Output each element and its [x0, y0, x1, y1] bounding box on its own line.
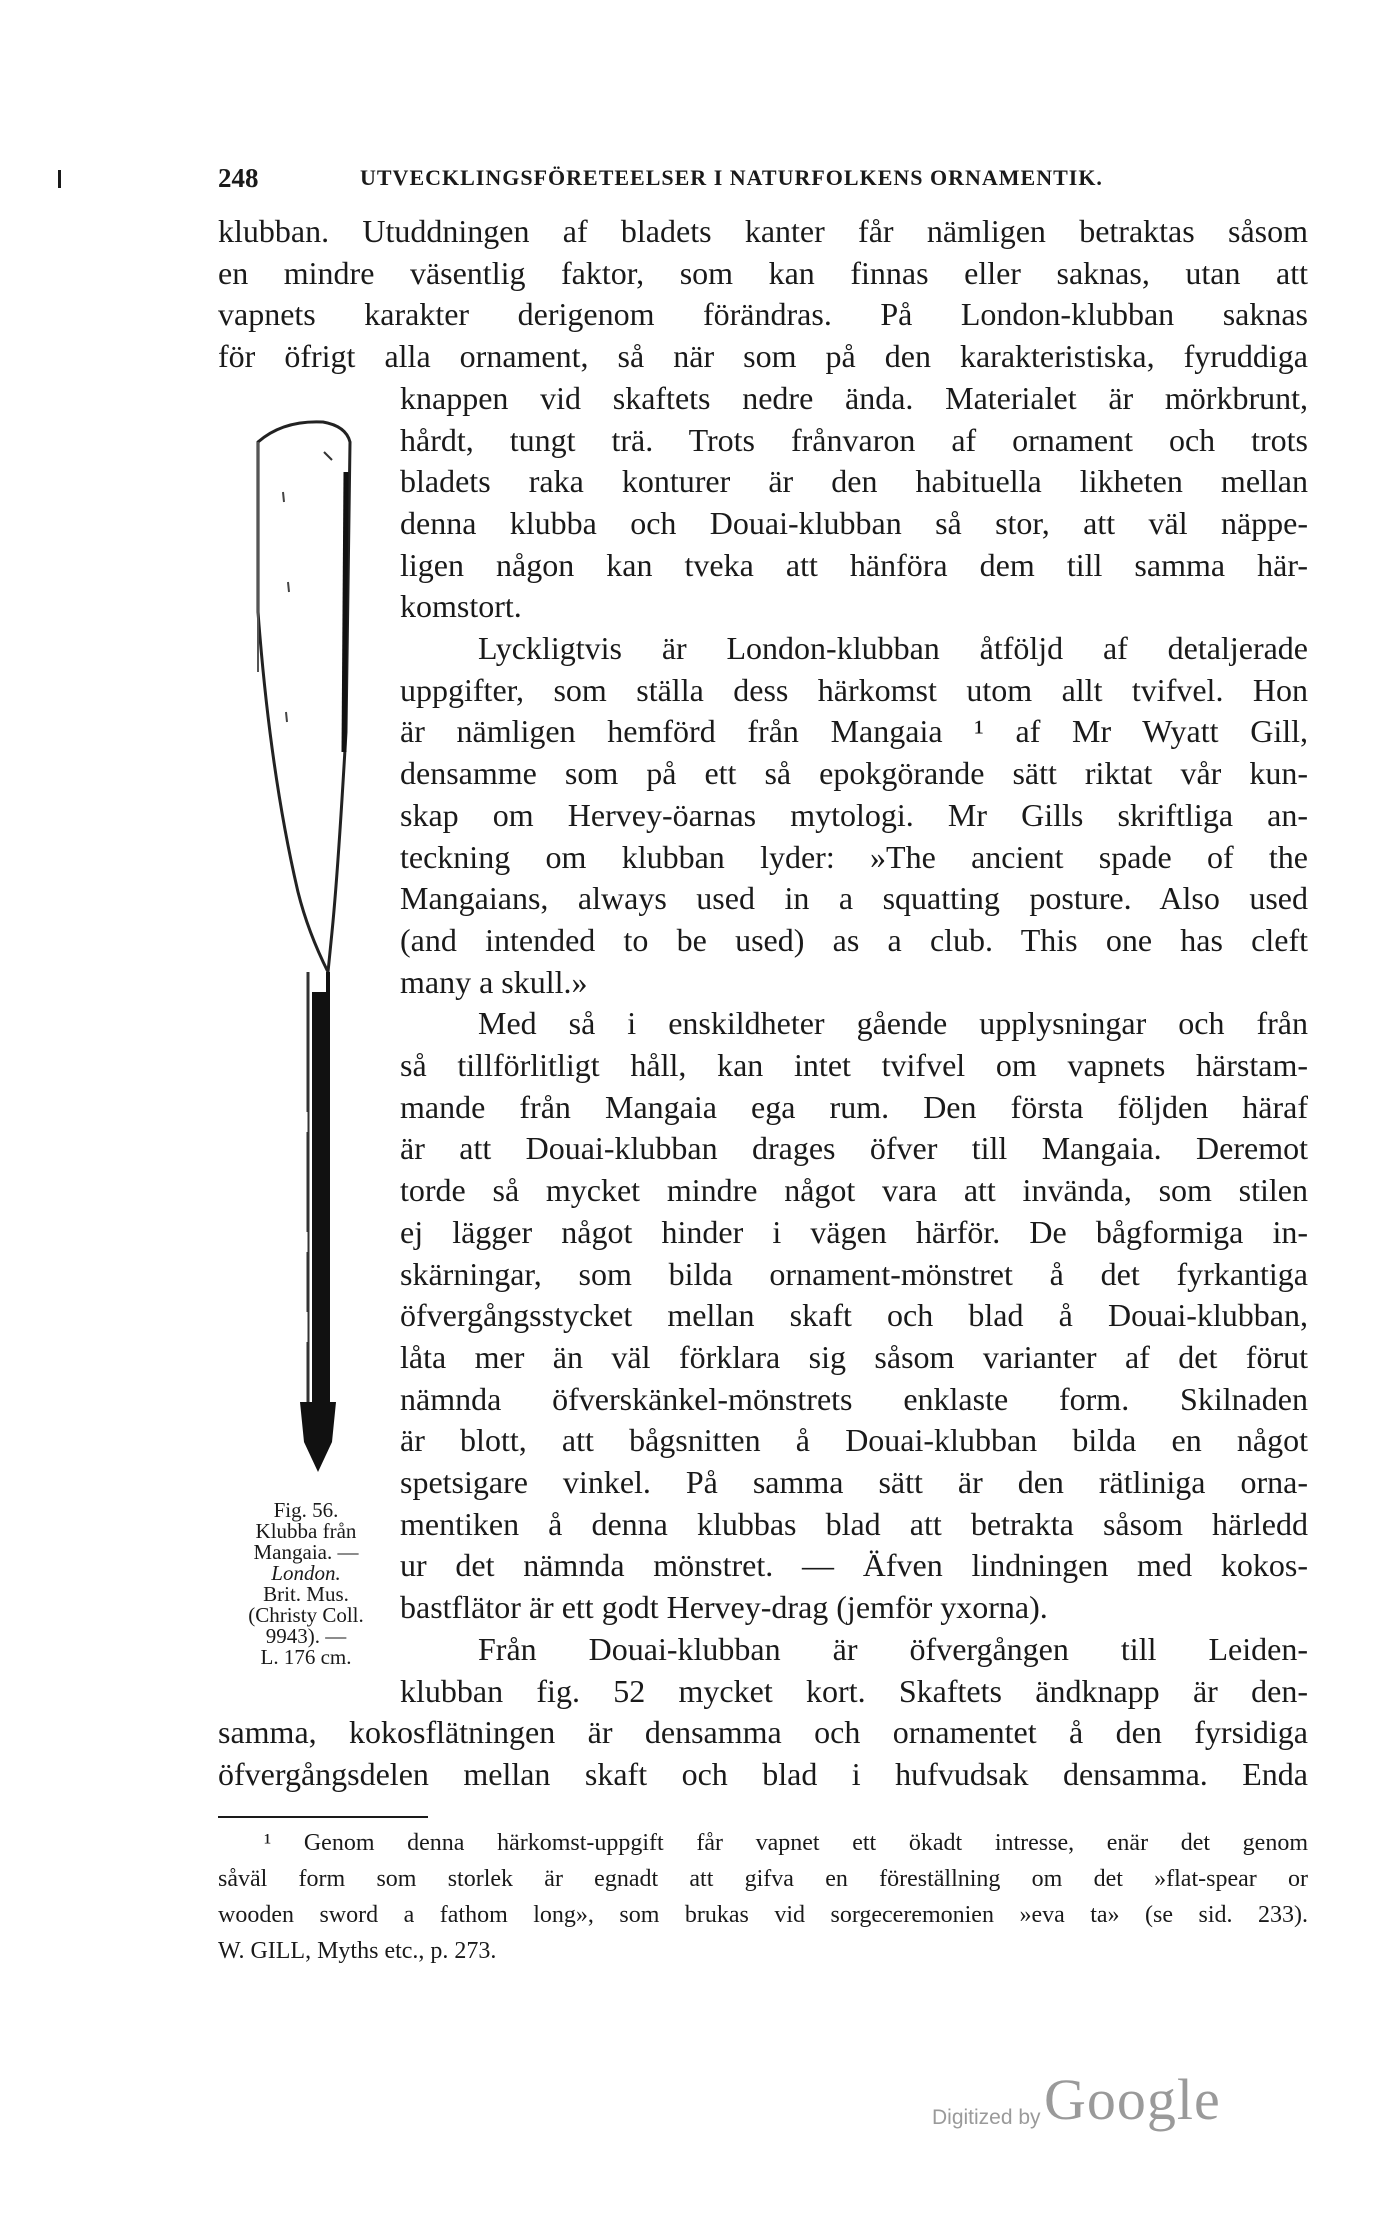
text-line: denna klubba och Douai-klubban så stor, att väl näppe- — [400, 505, 1308, 541]
text-line: så tillförlitligt håll, kan intet tvifvel om vapnets härstam- — [400, 1047, 1308, 1083]
digitized-watermark — [932, 2066, 1222, 2136]
text-line: Mangaians, always used in a squatting posture. Also used — [400, 880, 1308, 916]
text-line: är blott, att bågsnitten å Douai-klubban bilda en något — [400, 1422, 1308, 1458]
text-line: ligen någon kan tveka att hänföra dem till samma här- — [400, 547, 1308, 583]
text-line: bladets raka konturer är den habituella likheten mellan — [400, 463, 1308, 499]
text-line: klubban fig. 52 mycket kort. Skaftets ändknapp är den- — [400, 1673, 1308, 1709]
figure-caption — [236, 1500, 376, 1668]
text-line: nämnda öfverskänkel-mönstrets enklaste form. Skilnaden — [400, 1381, 1308, 1417]
figure-club-illustration — [228, 412, 388, 1492]
caption-line: L. 176 cm. — [260, 1645, 352, 1669]
text-line: skärningar, som bilda ornament-mönstret å det fyrkantiga — [400, 1256, 1308, 1292]
page-number: 248 — [218, 163, 259, 193]
text-line: (and intended to be used) as a club. This one has cleft — [400, 922, 1308, 958]
text-line: mande från Mangaia ega rum. Den första följden häraf — [400, 1089, 1308, 1125]
text-line: klubban. Utuddningen af bladets kanter får nämligen betraktas såsom — [218, 213, 1308, 249]
margin-mark — [58, 170, 61, 188]
text-line: ur det nämnda mönstret. — Äfven lindningen med kokos- — [400, 1547, 1308, 1583]
footnote-line: wooden sword a fathom long», som brukas vid sorgeceremonien »eva ta» (se sid. 233). — [218, 1902, 1308, 1928]
text-line: öfvergångsdelen mellan skaft och blad i hufvudsak densamma. Enda — [218, 1756, 1308, 1792]
text-line: torde så mycket mindre något vara att invända, som stilen — [400, 1172, 1308, 1208]
text-line: Med så i enskildheter gående upplysningar och från — [478, 1005, 1308, 1041]
text-line: låta mer än väl förklara sig såsom varianter af det förut — [400, 1339, 1308, 1375]
club-drawing — [228, 412, 388, 1492]
caption-line: London. — [271, 1561, 341, 1585]
text-line: densamme som på ett så epokgörande sätt riktat vår kun- — [400, 755, 1308, 791]
text-line: ej lägger något hinder i vägen härför. De bågformiga in- — [400, 1214, 1308, 1250]
google-logo-text: Google — [1044, 2067, 1221, 2132]
page-header — [218, 158, 1308, 198]
text-line: öfvergångsstycket mellan skaft och blad å Douai-klubban, — [400, 1297, 1308, 1333]
text-line: Från Douai-klubban är öfvergången till Leiden- — [478, 1631, 1308, 1667]
text-line: spetsigare vinkel. På samma sätt är den rätliniga orna- — [400, 1464, 1308, 1500]
caption-line: (Christy Coll. — [248, 1603, 364, 1627]
footnote-line: W. GILL, Myths etc., p. 273. — [218, 1938, 497, 1964]
text-line: skap om Hervey-öarnas mytologi. Mr Gills skriftliga an- — [400, 797, 1308, 833]
text-line: en mindre väsentlig faktor, som kan finnas eller saknas, utan att — [218, 255, 1308, 291]
text-line: för öfrigt alla ornament, så när som på den karakteristiska, fyruddiga — [218, 338, 1308, 374]
caption-line: Klubba från — [255, 1519, 357, 1543]
text-line: samma, kokosflätningen är densamma och ornamentet å den fyrsidiga — [218, 1714, 1308, 1750]
text-line: vapnets karakter derigenom förändras. På London-klubban saknas — [218, 296, 1308, 332]
text-line: är att Douai-klubban drages öfver till Mangaia. Deremot — [400, 1130, 1308, 1166]
text-line: bastflätor är ett godt Hervey-drag (jemför yxorna). — [400, 1589, 1048, 1625]
caption-line: Fig. 56. — [273, 1498, 339, 1522]
text-line: hårdt, tungt trä. Trots frånvaron af ornament och trots — [400, 422, 1308, 458]
text-line: är nämligen hemförd från Mangaia ¹ af Mr Wyatt Gill, — [400, 713, 1308, 749]
text-line: uppgifter, som ställa dess härkomst utom allt tvifvel. Hon — [400, 672, 1308, 708]
text-line: many a skull.» — [400, 964, 588, 1000]
watermark-prefix: Digitized by — [932, 2106, 1041, 2129]
text-line: komstort. — [400, 588, 522, 624]
footnote-line: ¹ Genom denna härkomst-uppgift får vapnet ett ökadt intresse, enär det genom — [264, 1830, 1308, 1856]
footnote-line: såväl form som storlek är egnadt att gifva en föreställning om det »flat-spear or — [218, 1866, 1308, 1892]
text-line: mentiken å denna klubbas blad att betrakta såsom härledd — [400, 1506, 1308, 1542]
text-line: Lyckligtvis är London-klubban åtföljd af detaljerade — [478, 630, 1308, 666]
caption-line: Mangaia. — — [253, 1540, 359, 1564]
caption-line: Brit. Mus. — [263, 1582, 349, 1606]
footnote-rule — [218, 1816, 428, 1818]
running-head: UTVECKLINGSFÖRETEELSER I NATURFOLKENS ORNAMENTIK. — [360, 165, 1103, 190]
text-line: teckning om klubban lyder: »The ancient spade of the — [400, 839, 1308, 875]
caption-line: 9943). — — [265, 1624, 347, 1648]
text-line: knappen vid skaftets nedre ända. Materialet är mörkbrunt, — [400, 380, 1308, 416]
